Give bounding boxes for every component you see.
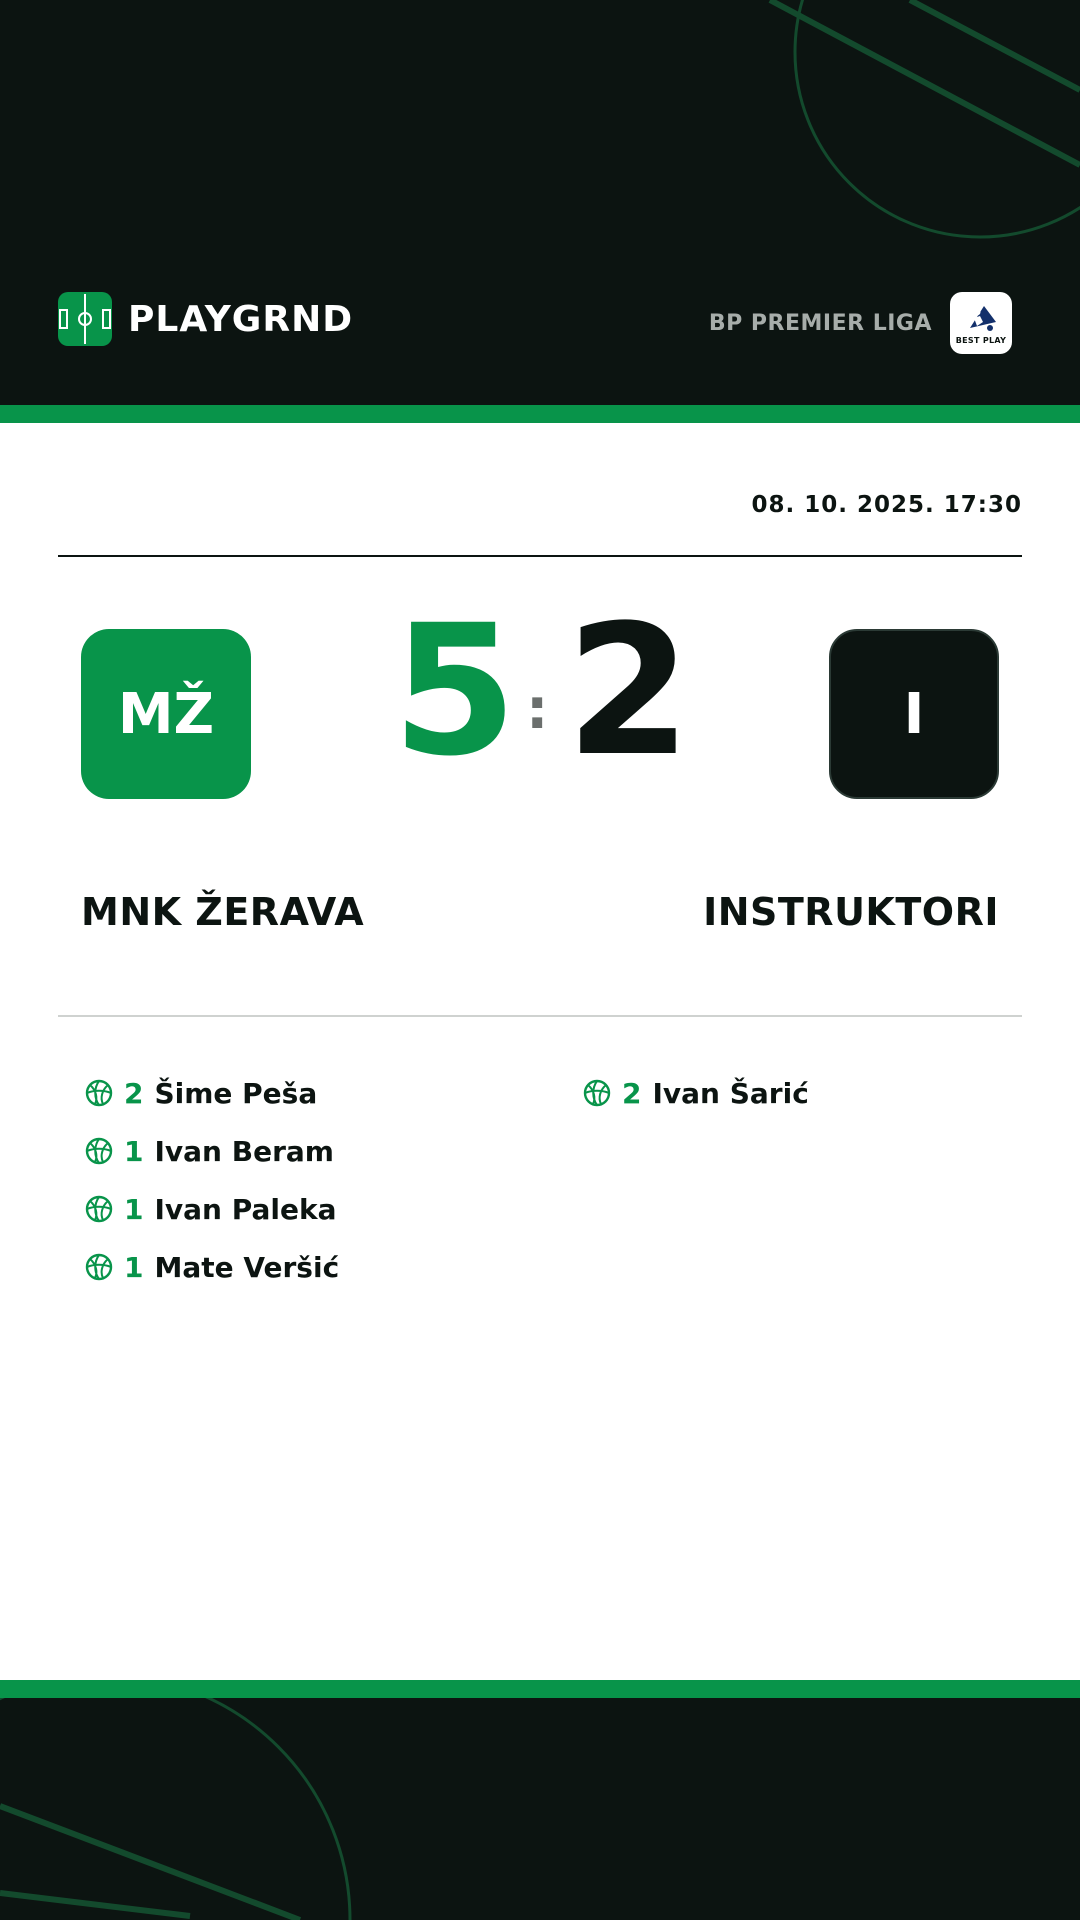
soccer-ball-icon [84,1194,114,1224]
divider [58,1015,1022,1017]
scorer-row [84,1122,339,1180]
goal-count: 1 [124,1192,144,1226]
soccer-pitch-icon [58,292,112,346]
league-logo-text: BEST PLAY [955,336,1007,345]
league-logo [950,292,1012,354]
scorer-row [582,1064,809,1122]
player-name: Ivan Beram [154,1134,334,1168]
home-score: 5 [392,587,518,796]
player-name: Mate Veršić [154,1250,340,1284]
away-team-crest: I [829,629,999,799]
scorer-row [84,1064,339,1122]
brand [58,292,353,346]
home-scorers-list [84,1064,339,1296]
header-accent-bar [0,405,1080,423]
away-team-name: INSTRUKTORI [703,890,999,934]
scorer-row [84,1180,339,1238]
away-score: 2 [566,587,692,796]
soccer-ball-icon [582,1078,612,1108]
divider [58,555,1022,557]
player-name: Šime Peša [154,1076,318,1110]
score-separator: : [526,677,549,742]
player-name: Ivan Paleka [154,1192,337,1226]
header [0,0,1080,405]
home-team-crest: MŽ [81,629,251,799]
soccer-ball-icon [84,1136,114,1166]
brand-name: PLAYGRND [128,298,354,340]
goal-count: 2 [622,1076,642,1110]
soccer-ball-icon [84,1252,114,1282]
pitch-lines-decoration [0,1698,1080,1920]
goal-count: 1 [124,1250,144,1284]
home-team-name: MNK ŽERAVA [81,890,365,934]
league [709,292,1012,354]
away-scorers-list [582,1064,809,1122]
footer-accent-bar [0,1680,1080,1698]
goal-count: 2 [124,1076,144,1110]
soccer-ball-icon [84,1078,114,1108]
player-name: Ivan Šarić [652,1076,809,1110]
match-datetime: 08. 10. 2025. 17:30 [751,492,1022,518]
footer [0,1698,1080,1920]
goal-count: 1 [124,1134,144,1168]
scorer-row [84,1238,339,1296]
league-name: BP PREMIER LIGA [708,310,932,336]
